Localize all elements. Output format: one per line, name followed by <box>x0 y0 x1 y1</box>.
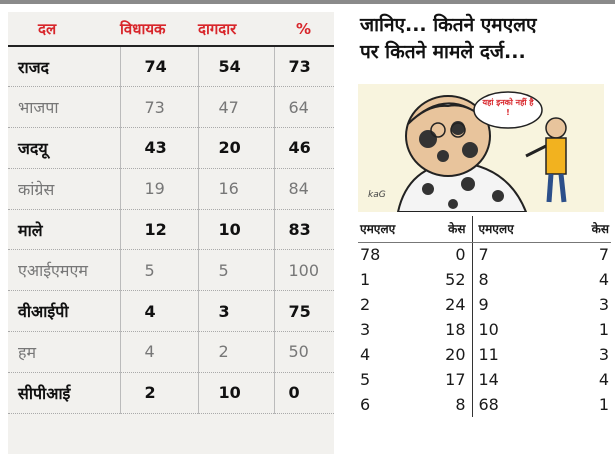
header-tainted: दागदार <box>198 12 274 46</box>
cases-table <box>358 216 611 417</box>
party-name-cell: भाजपा <box>8 87 120 128</box>
percent-cell: 75 <box>274 291 334 332</box>
party-table-panel <box>8 12 334 454</box>
mla-count-cell: 14 <box>478 370 499 389</box>
percent-cell: 0 <box>274 372 334 413</box>
top-rule <box>0 0 615 4</box>
mla-count-cell: 10 <box>478 320 499 339</box>
mla-count-cell: 78 <box>360 245 381 265</box>
party-row <box>8 168 334 209</box>
percent-cell: 100 <box>274 250 334 291</box>
mla-count-cell: 19 <box>120 168 198 209</box>
tainted-count-cell: 5 <box>198 250 274 291</box>
tainted-count-cell: 10 <box>198 209 274 250</box>
cases-table-body <box>358 242 611 417</box>
party-row <box>8 87 334 128</box>
cases-row <box>358 342 611 367</box>
header-mla: विधायक <box>120 12 198 46</box>
header-case-1: केस <box>416 216 472 242</box>
percent-cell: 73 <box>274 46 334 87</box>
cases-row <box>358 392 611 417</box>
party-name-cell: हम <box>8 332 120 373</box>
cases-row <box>358 367 611 392</box>
mla-count-cell: 12 <box>120 209 198 250</box>
cases-row <box>358 242 611 267</box>
mla-count-cell: 7 <box>478 245 489 265</box>
speech-bubble-text: यहां इनको नहीं है ! <box>482 98 534 117</box>
mla-count-cell: 2 <box>120 372 198 413</box>
case-count-cell: 20 <box>416 342 472 367</box>
mla-count-cell: 74 <box>120 46 198 87</box>
mla-count-cell: 43 <box>120 128 198 169</box>
percent-cell: 50 <box>274 332 334 373</box>
case-count-cell: 18 <box>416 317 472 342</box>
mla-count-cell: 5 <box>360 370 371 389</box>
case-count-cell: 0 <box>416 242 472 267</box>
cases-row <box>358 317 611 342</box>
tainted-count-cell: 2 <box>198 332 274 373</box>
percent-cell: 83 <box>274 209 334 250</box>
cartoonist-signature: kaG <box>368 190 386 200</box>
mla-count-cell: 11 <box>478 345 499 364</box>
case-count-cell: 52 <box>416 267 472 292</box>
mla-count-cell: 8 <box>478 270 489 289</box>
party-name-cell: सीपीआई <box>8 372 120 413</box>
cases-row <box>358 292 611 317</box>
header-mla-1: एमएलए <box>358 216 416 242</box>
headline-line-2: पर कितने मामले दर्ज... <box>360 41 526 63</box>
mla-count-cell: 73 <box>120 87 198 128</box>
header-percent: % <box>274 12 334 46</box>
header-party: दल <box>8 12 120 46</box>
party-row <box>8 332 334 373</box>
party-row <box>8 372 334 413</box>
tainted-count-cell: 54 <box>198 46 274 87</box>
mla-count-cell: 4 <box>120 332 198 373</box>
mla-count-cell: 3 <box>360 320 371 339</box>
case-count-cell: 7 <box>598 245 609 265</box>
mla-count-cell: 68 <box>478 395 499 414</box>
headline-line-1: जानिए... कितने एमएलए <box>360 14 537 36</box>
case-count-cell: 4 <box>598 370 609 389</box>
mla-count-cell: 6 <box>360 395 371 414</box>
tainted-count-cell: 16 <box>198 168 274 209</box>
cases-panel <box>344 12 611 454</box>
cases-table-header <box>358 216 611 242</box>
percent-cell: 46 <box>274 128 334 169</box>
mla-count-cell: 2 <box>360 295 371 314</box>
case-count-cell: 17 <box>416 367 472 392</box>
case-count-cell: 4 <box>598 270 609 289</box>
case-count-cell: 3 <box>598 295 609 314</box>
mla-count-cell: 9 <box>478 295 489 314</box>
tainted-count-cell: 47 <box>198 87 274 128</box>
party-row <box>8 291 334 332</box>
case-count-cell: 1 <box>598 395 609 414</box>
party-table-body <box>8 46 334 413</box>
mla-count-cell: 4 <box>360 345 371 364</box>
header-case-2: केस <box>542 216 611 242</box>
tainted-count-cell: 10 <box>198 372 274 413</box>
header-mla-2: एमएलए <box>472 216 542 242</box>
cartoon-illustration <box>358 84 604 212</box>
case-count-cell: 3 <box>598 345 609 364</box>
cases-row <box>358 267 611 292</box>
party-name-cell: माले <box>8 209 120 250</box>
party-table <box>8 12 334 414</box>
party-name-cell: राजद <box>8 46 120 87</box>
party-row <box>8 250 334 291</box>
case-count-cell: 1 <box>598 320 609 339</box>
headline <box>344 12 611 66</box>
case-count-cell: 24 <box>416 292 472 317</box>
percent-cell: 64 <box>274 87 334 128</box>
party-name-cell: जदयू <box>8 128 120 169</box>
percent-cell: 84 <box>274 168 334 209</box>
party-name-cell: एआईएमएम <box>8 250 120 291</box>
party-row <box>8 46 334 87</box>
mla-count-cell: 4 <box>120 291 198 332</box>
party-row <box>8 209 334 250</box>
party-name-cell: वीआईपी <box>8 291 120 332</box>
tainted-count-cell: 3 <box>198 291 274 332</box>
mla-count-cell: 5 <box>120 250 198 291</box>
party-row <box>8 128 334 169</box>
case-count-cell: 8 <box>416 392 472 417</box>
party-table-header <box>8 12 334 46</box>
tainted-count-cell: 20 <box>198 128 274 169</box>
mla-count-cell: 1 <box>360 270 371 289</box>
party-name-cell: कांग्रेस <box>8 168 120 209</box>
